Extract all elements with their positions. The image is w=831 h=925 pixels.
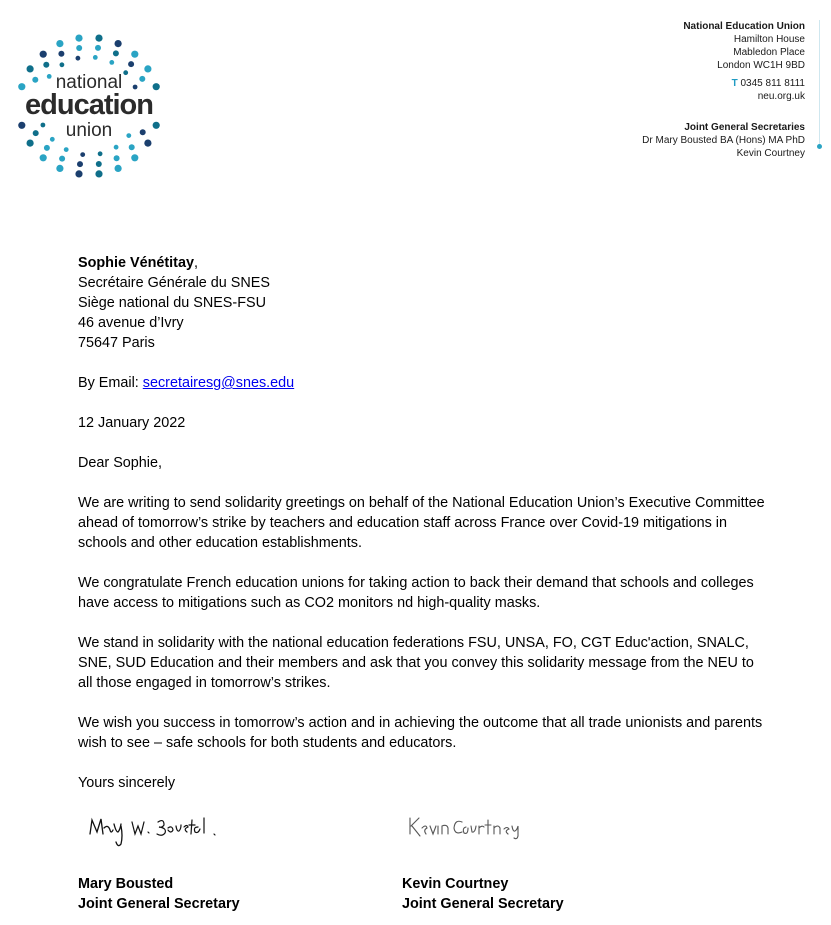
letterhead-contact — [642, 20, 805, 160]
logo-dot — [64, 147, 69, 152]
signature-mary-bousted — [86, 810, 246, 860]
logo-dot — [95, 45, 101, 51]
signatory-title: Joint General Secretary — [402, 896, 564, 912]
logo-dot — [75, 170, 82, 177]
logo-word-education: education — [25, 89, 153, 121]
logo-dot — [96, 161, 102, 167]
logo-dot — [50, 137, 55, 142]
recipient-name: Sophie Vénétitay — [78, 255, 194, 271]
logo-dot — [76, 45, 82, 51]
logo-dot — [153, 122, 160, 129]
email-link[interactable]: secretairesg@snes.edu — [142, 375, 295, 391]
secretary-name: Kevin Courtney — [736, 148, 805, 159]
logo-dot — [144, 65, 151, 72]
logo-dot — [140, 129, 146, 135]
recipient-line: 75647 Paris — [78, 335, 155, 351]
logo-dot — [129, 144, 135, 150]
logo-dot — [59, 156, 65, 162]
logo-dot — [40, 51, 47, 58]
logo-dot — [77, 161, 83, 167]
logo-dot — [40, 154, 47, 161]
logo-dot — [93, 55, 98, 60]
logo-dot — [60, 62, 65, 67]
logo-dot — [95, 170, 102, 177]
logo-dot — [58, 51, 64, 57]
paragraph: We congratulate French education unions for taking action to back their demand that schools and colleges have access to mitigations such as CO2 monitors nd high-quality masks. — [78, 575, 754, 611]
signatory-kevin-courtney — [402, 874, 564, 914]
phone-number: 0345 811 8111 — [740, 78, 805, 89]
logo-dot — [18, 122, 25, 129]
address-line: Hamilton House — [733, 34, 805, 45]
logo-dot — [95, 35, 102, 42]
paragraph: We wish you success in tomorrow’s action and in achieving the outcome that all trade unionists and parents wish to see – safe schools for both students and educators. — [78, 715, 763, 751]
website: neu.org.uk — [757, 91, 805, 102]
logo-dot — [76, 56, 81, 61]
signatory-name: Kevin Courtney — [402, 876, 509, 892]
logo-dot — [144, 140, 151, 147]
paragraph: We are writing to send solidarity greetings on behalf of the National Education Union’s Executive Committee ahead of tomorrow’s strike by teachers and education staff across France over Covid-19 mitigations in schools and other education establishments. — [78, 495, 765, 551]
recipient-name-line — [78, 253, 768, 273]
logo-dot — [80, 152, 85, 157]
logo-dot — [33, 130, 39, 136]
logo-dot — [115, 40, 122, 47]
closing: Yours sincerely — [78, 775, 176, 791]
paragraph: We stand in solidarity with the national education federations FSU, UNSA, FO, CGT Educ'action, SNALC, SNE, SUD Education and their members and ask that you convey this solidarity message from the NEU to all those engaged in tomorrow’s strikes. — [78, 635, 754, 691]
address-line: London WC1H 9BD — [717, 60, 805, 71]
logo-word-union: union — [65, 120, 113, 141]
recipient-line: Secrétaire Générale du SNES — [78, 275, 270, 291]
logo-dot — [153, 83, 160, 90]
signatory-name: Mary Bousted — [78, 876, 174, 892]
logo-dot — [56, 40, 63, 47]
logo-dot — [41, 123, 46, 128]
logo-dot — [115, 165, 122, 172]
email-line — [78, 373, 768, 393]
email-label: By Email: — [78, 375, 143, 391]
letter-body — [78, 253, 768, 793]
signatory-title: Joint General Secretary — [78, 896, 240, 912]
margin-line — [819, 20, 820, 144]
logo-dot — [131, 154, 138, 161]
logo-dot — [113, 50, 119, 56]
logo-dot — [27, 65, 34, 72]
recipient-name-suffix: , — [193, 255, 198, 271]
logo-word-national: national — [55, 72, 123, 93]
recipient-line: 46 avenue d’Ivry — [78, 315, 184, 331]
secretaries-heading: Joint General Secretaries — [684, 122, 805, 133]
logo-dot — [44, 145, 50, 151]
recipient-line: Siège national du SNES-FSU — [78, 295, 266, 311]
logo-dot — [75, 35, 82, 42]
signature-kevin-courtney — [404, 808, 554, 848]
logo-dot — [98, 151, 103, 156]
letter-date: 12 January 2022 — [78, 415, 186, 431]
signatory-mary-bousted — [78, 874, 240, 914]
logo-dot — [131, 51, 138, 58]
phone-prefix: T — [731, 78, 738, 89]
neu-logo — [8, 30, 170, 182]
logo-dot — [139, 76, 145, 82]
secretary-name: Dr Mary Bousted BA (Hons) MA PhD — [642, 135, 805, 146]
logo-dot — [123, 70, 128, 75]
logo-dot — [32, 77, 38, 83]
logo-dot — [47, 74, 52, 79]
organisation-name: National Education Union — [683, 21, 805, 32]
logo-dot — [43, 62, 49, 68]
logo-dot — [56, 165, 63, 172]
margin-dot — [817, 144, 822, 149]
address-line: Mabledon Place — [733, 47, 805, 58]
salutation: Dear Sophie, — [78, 455, 162, 471]
phone-line — [642, 77, 805, 90]
logo-dot — [126, 133, 131, 138]
logo-dot — [109, 60, 114, 65]
logo-dot — [27, 140, 34, 147]
logo-dot — [128, 61, 134, 67]
logo-dot — [114, 155, 120, 161]
logo-dot — [114, 145, 119, 150]
